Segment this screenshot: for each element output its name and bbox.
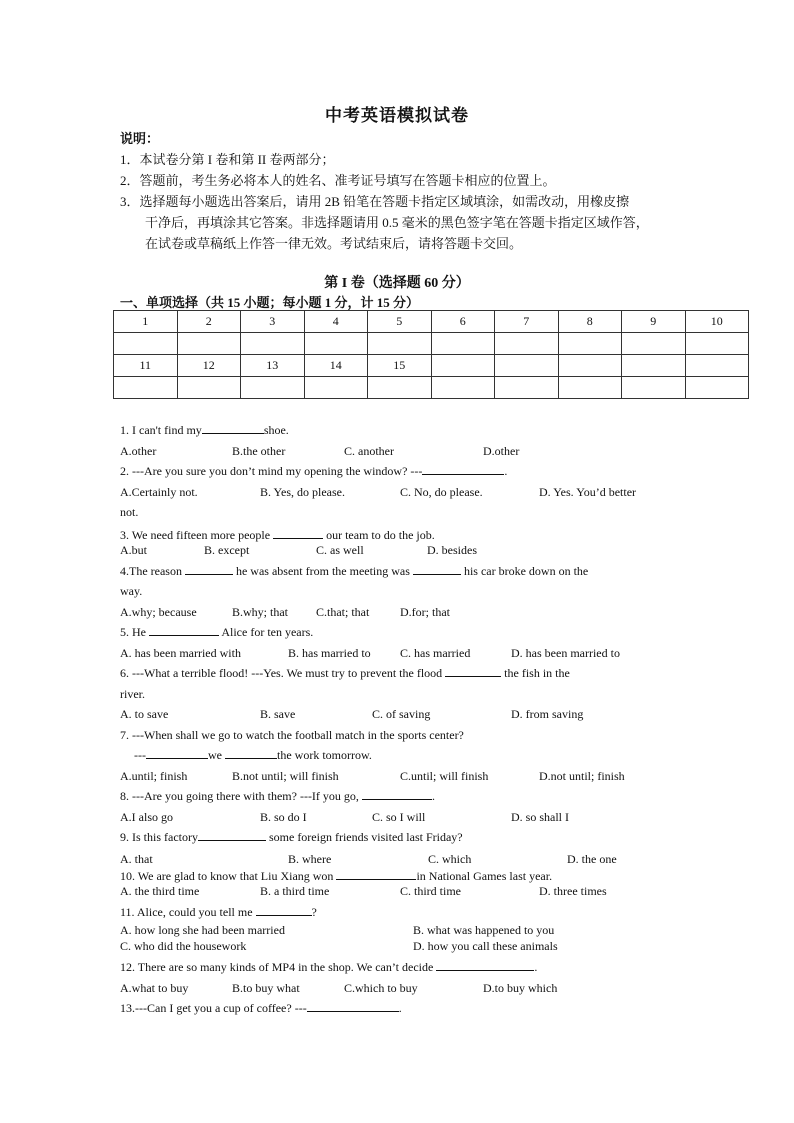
stem-text: the fish in the: [501, 666, 570, 680]
options-row: [120, 978, 675, 999]
grid-number-cell: 4: [304, 311, 368, 333]
stem-text: .: [534, 960, 538, 974]
answer-cell[interactable]: [304, 377, 368, 399]
answer-cell[interactable]: [177, 333, 241, 355]
option-a: A.until; finish: [120, 768, 188, 783]
grid-number-cell: 8: [558, 311, 622, 333]
stem-text: .: [398, 1001, 402, 1015]
stem-text: 9. Is this factory: [120, 830, 198, 844]
answer-blank: [422, 462, 504, 475]
question-stem: [120, 786, 675, 807]
stem-text: some foreign friends visited last Friday?: [265, 830, 463, 844]
option-b: B. so do I: [260, 809, 307, 824]
answer-cell[interactable]: [495, 377, 559, 399]
option-c: C. which: [428, 851, 472, 866]
grid-number-cell: [622, 355, 686, 377]
answer-blank: [273, 526, 323, 539]
options-row: [120, 542, 675, 558]
options-row: [120, 643, 675, 664]
instruction-item: 1．本试卷分第 I 卷和第 II 卷两部分；: [120, 152, 335, 167]
grid-number-cell: [558, 355, 622, 377]
option-c: C. of saving: [372, 707, 431, 721]
option-d: D. from saving: [511, 707, 584, 721]
answer-blank: [202, 421, 264, 434]
instruction-item: 2．答题前，考生务必将本人的姓名、准考证号填写在答题卡相应的位置上。: [120, 173, 556, 188]
answer-blank: [256, 903, 312, 916]
stem-text: 3. We need fifteen more people: [120, 527, 274, 542]
option-d: D.to buy which: [483, 980, 558, 995]
options-row: [120, 807, 675, 828]
answer-blank: [362, 787, 432, 800]
options-row: [120, 883, 675, 899]
option-d: D.not until; finish: [539, 768, 625, 783]
option-b: B.to buy what: [232, 980, 300, 995]
answer-blank: [198, 828, 266, 841]
stem-text: 12. There are so many kinds of MP4 in the shop. We can’t decide: [120, 960, 437, 974]
answer-grid: [113, 310, 749, 399]
grid-answer-row: [114, 377, 749, 399]
question-stem: [120, 998, 675, 1019]
option-a: A. the third time: [120, 883, 200, 898]
option-a: A.why; because: [120, 604, 197, 619]
answer-cell[interactable]: [622, 333, 686, 355]
option-c: C.that; that: [316, 604, 370, 619]
question-stem: 7. ---When shall we go to watch the football match in the sports center?: [120, 727, 464, 742]
answer-blank: [307, 999, 399, 1012]
grid-answer-row: [114, 333, 749, 355]
option-d: D.other: [483, 443, 520, 458]
answer-blank: [413, 562, 461, 575]
grid-number-cell: 11: [114, 355, 178, 377]
instruction-item: 在试卷或草稿纸上作答一律无效。考试结束后，请将答题卡交回。: [145, 236, 523, 251]
option-a: A. how long she had been married: [120, 923, 285, 937]
options-row: [120, 922, 675, 938]
option-c: C. has married: [400, 645, 471, 660]
stem-text: ?: [311, 904, 317, 919]
grid-number-cell: 12: [177, 355, 241, 377]
answer-cell[interactable]: [368, 333, 432, 355]
question-stem: [120, 957, 675, 978]
question-continuation: way.: [120, 584, 143, 598]
option-d: D. how you call these animals: [413, 939, 558, 953]
option-a: A.what to buy: [120, 980, 189, 995]
stem-text: 8. ---Are you going there with them? ---If you go,: [120, 789, 362, 803]
answer-blank: [225, 746, 277, 759]
grid-number-cell: [431, 355, 495, 377]
grid-number-cell: 14: [304, 355, 368, 377]
grid-number-cell: 7: [495, 311, 559, 333]
question-stem: [120, 867, 675, 883]
page-title: 中考英语模拟试卷: [325, 106, 469, 125]
answer-cell[interactable]: [177, 377, 241, 399]
option-b: B. what was happened to you: [413, 923, 555, 937]
answer-cell[interactable]: [368, 377, 432, 399]
grid-number-row: [114, 311, 749, 333]
answer-blank: [445, 664, 501, 677]
answer-cell[interactable]: [431, 333, 495, 355]
answer-cell[interactable]: [114, 377, 178, 399]
answer-blank: [436, 958, 534, 971]
question-stem: [120, 461, 675, 482]
option-d: D. besides: [427, 542, 477, 557]
option-c: C. so I will: [372, 809, 426, 824]
grid-number-cell: 10: [685, 311, 749, 333]
answer-cell[interactable]: [685, 333, 749, 355]
answer-blank: [146, 746, 208, 759]
option-b: B.not until; will finish: [232, 768, 339, 783]
option-c: C. No, do please.: [400, 484, 483, 499]
stem-text: .: [431, 789, 435, 803]
option-a: A.Certainly not.: [120, 484, 198, 499]
answer-cell[interactable]: [558, 377, 622, 399]
question-stem: [120, 622, 675, 643]
option-d: D.for; that: [400, 604, 450, 619]
option-c: C. another: [344, 443, 394, 458]
stem-text: our team to do the job.: [323, 527, 435, 542]
option-b: B. a third time: [260, 883, 330, 898]
answer-blank: [185, 562, 233, 575]
stem-text: 10. We are glad to know that Liu Xiang won: [120, 868, 337, 883]
options-row: [120, 441, 675, 462]
instructions: [120, 128, 680, 254]
options-row: [120, 851, 675, 867]
question-stem-line2: [120, 745, 675, 766]
stem-text: the work tomorrow.: [277, 748, 372, 762]
question-stem: [120, 827, 675, 848]
grid-number-row: [114, 355, 749, 377]
answer-cell[interactable]: [114, 333, 178, 355]
question-stem: [120, 420, 675, 441]
answer-cell[interactable]: [622, 377, 686, 399]
answer-blank: [149, 623, 219, 636]
option-b: B. save: [260, 707, 296, 721]
option-a: A.but: [120, 542, 147, 557]
question-continuation: river.: [120, 686, 145, 701]
stem-text: Alice for ten years.: [219, 625, 314, 639]
answer-cell[interactable]: [241, 377, 305, 399]
stem-text: he was absent from the meeting was: [232, 563, 413, 578]
option-b: B. where: [288, 851, 332, 866]
instruction-item: 3．选择题每小题选出答案后，请用 2B 铅笔在答题卡指定区域填涂，如需改动，用橡皮擦: [120, 194, 630, 209]
answer-blank: [336, 867, 416, 880]
question-stem: [120, 902, 675, 923]
option-b: B.why; that: [232, 604, 288, 619]
grid-number-cell: 13: [241, 355, 305, 377]
stem-text: 1. I can't find my: [120, 423, 202, 437]
option-c: C. as well: [316, 542, 364, 557]
stem-text: his car broke down on the: [460, 563, 589, 578]
options-row: [120, 766, 675, 787]
option-b: B. except: [204, 542, 250, 557]
grid-number-cell: 2: [177, 311, 241, 333]
answer-cell[interactable]: [685, 377, 749, 399]
answer-cell[interactable]: [304, 333, 368, 355]
option-d: D. the one: [567, 851, 617, 866]
options-row: [120, 482, 675, 503]
option-a: A.other: [120, 443, 157, 458]
question-stem: [120, 526, 675, 542]
answer-cell[interactable]: [495, 333, 559, 355]
section-title: 第 I 卷（选择题 60 分）: [324, 276, 470, 291]
stem-text: we: [208, 748, 225, 762]
question-stem: [120, 663, 675, 684]
grid-number-cell: 9: [622, 311, 686, 333]
answer-cell[interactable]: [431, 377, 495, 399]
question-continuation: not.: [120, 505, 139, 519]
stem-text: 6. ---What a terrible flood! ---Yes. We must try to prevent the flood: [120, 666, 446, 680]
grid-number-cell: 1: [114, 311, 178, 333]
option-c: C. who did the housework: [120, 939, 247, 953]
stem-text: in National Games last year.: [416, 868, 553, 883]
option-c: C. third time: [400, 883, 461, 898]
option-a: A. has been married with: [120, 645, 241, 660]
options-row: [120, 704, 675, 725]
option-d: D. Yes. You’d better: [539, 484, 637, 499]
option-a: A. to save: [120, 707, 169, 721]
options-row: [120, 938, 675, 954]
grid-number-cell: [495, 355, 559, 377]
stem-text: shoe.: [263, 423, 289, 437]
grid-number-cell: 5: [368, 311, 432, 333]
grid-number-cell: 15: [368, 355, 432, 377]
option-b: B.the other: [232, 443, 286, 458]
grid-number-cell: 6: [431, 311, 495, 333]
stem-text: ---: [134, 748, 146, 762]
option-b: B. Yes, do please.: [260, 484, 346, 499]
stem-text: 4.The reason: [120, 563, 185, 578]
instruction-item: 干净后，再填涂其它答案。非选择题请用 0.5 毫米的黑色签字笔在答题卡指定区域作答，: [145, 215, 649, 230]
option-c: C.until; will finish: [400, 768, 489, 783]
option-a: A. that: [120, 851, 153, 866]
grid-number-cell: 3: [241, 311, 305, 333]
option-a: A.I also go: [120, 809, 173, 824]
option-d: D. three times: [539, 883, 607, 898]
answer-cell[interactable]: [241, 333, 305, 355]
instructions-heading: 说明：: [120, 131, 160, 146]
stem-text: 11. Alice, could you tell me: [120, 904, 256, 919]
stem-text: 5. He: [120, 625, 149, 639]
stem-text: .: [504, 464, 508, 478]
grid-number-cell: [685, 355, 749, 377]
option-c: C.which to buy: [344, 980, 418, 995]
option-d: D. so shall I: [511, 809, 569, 824]
questions: [120, 420, 675, 1019]
answer-cell[interactable]: [558, 333, 622, 355]
option-b: B. has married to: [288, 645, 371, 660]
option-d: D. has been married to: [511, 645, 620, 660]
options-row: [120, 602, 675, 623]
part-title: 一、单项选择（共 15 小题；每小题 1 分，计 15 分）: [120, 295, 420, 310]
stem-text: 2. ---Are you sure you don’t mind my opening the window? ---: [120, 464, 423, 478]
question-stem: [120, 561, 675, 582]
stem-text: 13.---Can I get you a cup of coffee? ---: [120, 1001, 307, 1015]
